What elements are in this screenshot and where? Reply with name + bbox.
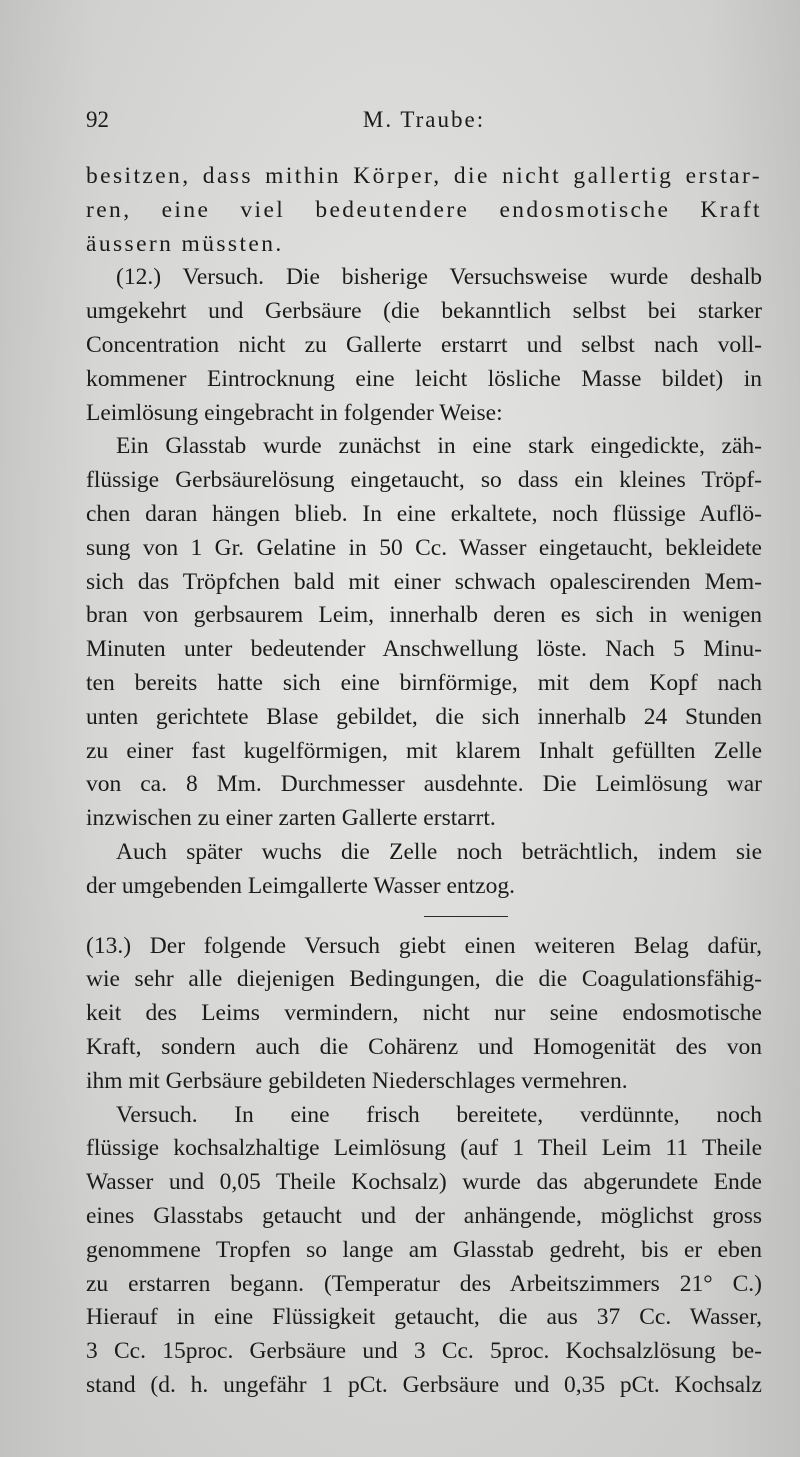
text-line: ihm mit Gerbsäure gebildeten Niederschlages vermehren. bbox=[86, 1067, 628, 1094]
text-line: keit des Leims vermindern, nicht nur seine endosmotische bbox=[86, 1000, 762, 1027]
text-line: eines Glasstabs getaucht und der anhängende, möglichst gross bbox=[86, 1202, 762, 1229]
text-line: umgekehrt und Gerbsäure (die bekanntlich selbst bei starker bbox=[86, 298, 762, 325]
text-line: bran von gerbsaurem Leim, innerhalb deren es sich in wenigen bbox=[86, 602, 762, 629]
text-line: zu einer fast kugelförmigen, mit klarem Inhalt gefüllten Zelle bbox=[86, 737, 762, 764]
divider-rule bbox=[424, 916, 508, 917]
text-line: äussern müssten. bbox=[86, 230, 284, 257]
text-line: flüssige Gerbsäurelösung eingetaucht, so dass ein kleines Tröpf- bbox=[86, 467, 762, 494]
text-line: 3 Cc. 15proc. Gerbsäure und 3 Cc. 5proc. Kochsalzlösung be- bbox=[86, 1338, 762, 1365]
text-line: genommene Tropfen so lange am Glasstab gedreht, bis er eben bbox=[86, 1236, 762, 1263]
text-line: Concentration nicht zu Gallerte erstarrt und selbst nach voll- bbox=[86, 331, 762, 358]
text-line: von ca. 8 Mm. Durchmesser ausdehnte. Die Leimlösung war bbox=[86, 771, 762, 798]
text-line: Versuch. In eine frisch bereitete, verdünnte, noch bbox=[116, 1101, 762, 1128]
body-text bbox=[86, 160, 762, 1403]
text-line: ten bereits hatte sich eine birnförmige, mit dem Kopf nach bbox=[86, 669, 762, 696]
text-line: kommener Eintrocknung eine leicht lösliche Masse bildet) in bbox=[86, 365, 762, 392]
text-line: sung von 1 Gr. Gelatine in 50 Cc. Wasser eingetaucht, bekleidete bbox=[86, 534, 762, 561]
text-line: sich das Tröpfchen bald mit einer schwach opalescirenden Mem- bbox=[86, 568, 762, 595]
page-number: 92 bbox=[86, 107, 109, 132]
page-header bbox=[86, 107, 762, 141]
section-divider bbox=[86, 904, 762, 930]
text-line: Hierauf in eine Flüssigkeit getaucht, die aus 37 Cc. Wasser, bbox=[86, 1304, 762, 1331]
text-line: Minuten unter bedeutender Anschwellung löste. Nach 5 Minu- bbox=[86, 636, 762, 663]
running-head: M. Traube: bbox=[362, 107, 486, 132]
text-line: stand (d. h. ungefähr 1 pCt. Gerbsäure und 0,35 pCt. Kochsalz bbox=[86, 1371, 762, 1398]
text-line: flüssige kochsalzhaltige Leimlösung (auf 1 Theil Leim 11 Theile bbox=[86, 1135, 762, 1162]
text-line: wie sehr alle diejenigen Bedingungen, die die Coagulationsfähig- bbox=[86, 966, 762, 993]
text-line: Auch später wuchs die Zelle noch beträchtlich, indem sie bbox=[116, 838, 762, 865]
text-line: ren, eine viel bedeutendere endosmotische Kraft bbox=[86, 196, 762, 223]
text-line: Leimlösung eingebracht in folgender Weise: bbox=[86, 399, 503, 426]
text-line: (12.) Versuch. Die bisherige Versuchsweise wurde deshalb bbox=[116, 264, 762, 291]
text-line: unten gerichtete Blase gebildet, die sich innerhalb 24 Stunden bbox=[86, 703, 762, 730]
text-line: der umgebenden Leimgallerte Wasser entzog. bbox=[86, 872, 515, 899]
text-line: Ein Glasstab wurde zunächst in eine stark eingedickte, zäh- bbox=[116, 433, 762, 460]
text-line: Kraft, sondern auch die Cohärenz und Homogenität des von bbox=[86, 1033, 762, 1060]
text-line: Wasser und 0,05 Theile Kochsalz) wurde das abgerundete Ende bbox=[86, 1169, 762, 1196]
text-line: chen daran hängen blieb. In eine erkaltete, noch flüssige Auflö- bbox=[86, 500, 762, 527]
text-line: besitzen, dass mithin Körper, die nicht gallertig erstar- bbox=[86, 163, 762, 189]
text-line: inzwischen zu einer zarten Gallerte erstarrt. bbox=[86, 805, 496, 832]
text-line: zu erstarren begann. (Temperatur des Arbeitszimmers 21° C.) bbox=[86, 1270, 762, 1297]
text-line: (13.) Der folgende Versuch giebt einen weiteren Belag dafür, bbox=[86, 932, 762, 959]
